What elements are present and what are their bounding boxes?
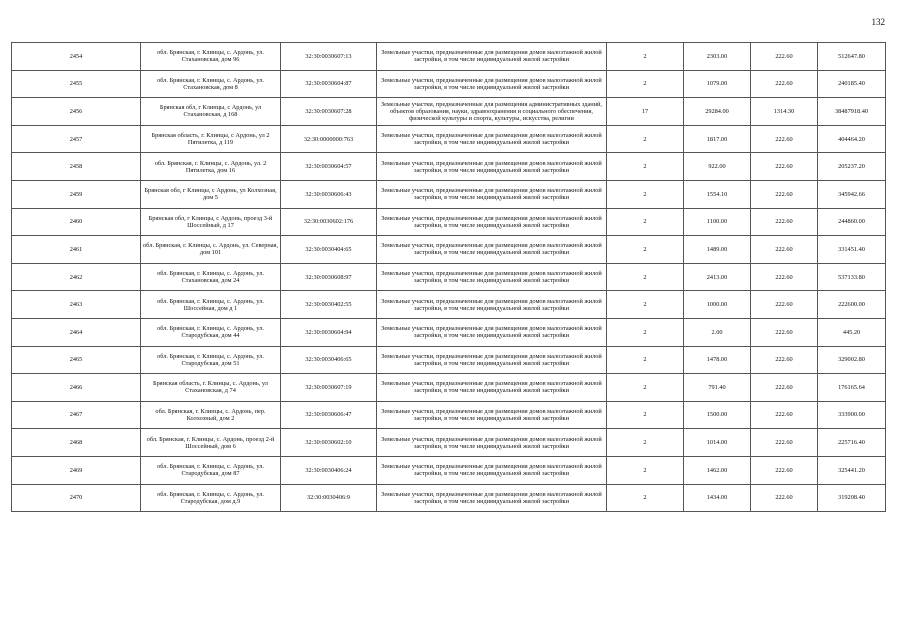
- table-row: [12, 456, 886, 484]
- area-cell: 1079.00: [684, 70, 751, 98]
- area-cell: 791.40: [684, 374, 751, 402]
- area-cell: 2413.00: [684, 263, 751, 291]
- cadastral-number-cell: 32:30:0030607:13: [281, 43, 377, 71]
- area-cell: 1554.10: [684, 180, 751, 208]
- area-cell: 29284.00: [684, 98, 751, 126]
- table-row: [12, 208, 886, 236]
- specific-value-cell: 222.60: [751, 401, 818, 429]
- land-use-cell: Земельные участки, предназначенные для размещения домов малоэтажной жилой застройки, в том числе индивидуальной жилой застройки: [377, 346, 607, 374]
- specific-value-cell: 222.60: [751, 236, 818, 264]
- use-group-code-cell: 2: [607, 236, 684, 264]
- cadastral-value-cell: 329002.80: [818, 346, 886, 374]
- cadastral-number-cell: 32:30:0030606:47: [281, 401, 377, 429]
- cadastral-number-cell: 32:30:0030608:97: [281, 263, 377, 291]
- cadastral-value-cell: 331451.40: [818, 236, 886, 264]
- area-cell: 1434.00: [684, 484, 751, 512]
- cadastral-value-cell: 512647.80: [818, 43, 886, 71]
- cadastral-number-cell: 32:30:0030406:9: [281, 484, 377, 512]
- cadastral-number-cell: 32:30:0030607:28: [281, 98, 377, 126]
- table-row: [12, 346, 886, 374]
- cadastral-value-cell: 345942.66: [818, 180, 886, 208]
- cadastral-value-cell: 537133.80: [818, 263, 886, 291]
- cadastral-value-cell: 222600.00: [818, 291, 886, 319]
- use-group-code-cell: 2: [607, 401, 684, 429]
- land-use-cell: Земельные участки, предназначенные для размещения домов малоэтажной жилой застройки, в том числе индивидуальной жилой застройки: [377, 456, 607, 484]
- area-cell: 1817.00: [684, 125, 751, 153]
- use-group-code-cell: 2: [607, 318, 684, 346]
- specific-value-cell: 222.60: [751, 180, 818, 208]
- row-number-cell: 2457: [12, 125, 141, 153]
- specific-value-cell: 222.60: [751, 70, 818, 98]
- area-cell: 922.00: [684, 153, 751, 181]
- use-group-code-cell: 2: [607, 208, 684, 236]
- address-cell: обл. Брянская, г. Клинцы, с. Ардонь, ул. Северная, дом 101: [141, 236, 281, 264]
- specific-value-cell: 222.60: [751, 484, 818, 512]
- cadastral-value-cell: 333900.00: [818, 401, 886, 429]
- use-group-code-cell: 2: [607, 125, 684, 153]
- address-cell: обл. Брянская, г. Клинцы, с. Ардонь, ул. Стародубская, дом 87: [141, 456, 281, 484]
- row-number-cell: 2465: [12, 346, 141, 374]
- land-use-cell: Земельные участки, предназначенные для размещения домов малоэтажной жилой застройки, в том числе индивидуальной жилой застройки: [377, 70, 607, 98]
- table-row: [12, 180, 886, 208]
- land-use-cell: Земельные участки, предназначенные для размещения домов малоэтажной жилой застройки, в том числе индивидуальной жилой застройки: [377, 43, 607, 71]
- use-group-code-cell: 2: [607, 374, 684, 402]
- use-group-code-cell: 2: [607, 346, 684, 374]
- cadastral-value-cell: 176165.64: [818, 374, 886, 402]
- area-cell: 2.00: [684, 318, 751, 346]
- table-row: [12, 484, 886, 512]
- cadastral-value-cell: 205237.20: [818, 153, 886, 181]
- address-cell: Брянская обл, г Клинцы, с Ардонь, ул Колхозная, дом 5: [141, 180, 281, 208]
- cadastral-number-cell: 32:30:0030404:65: [281, 236, 377, 264]
- specific-value-cell: 222.60: [751, 291, 818, 319]
- row-number-cell: 2460: [12, 208, 141, 236]
- land-use-cell: Земельные участки, предназначенные для размещения домов малоэтажной жилой застройки, в том числе индивидуальной жилой застройки: [377, 263, 607, 291]
- row-number-cell: 2458: [12, 153, 141, 181]
- use-group-code-cell: 2: [607, 429, 684, 457]
- address-cell: обл. Брянская, г. Клинцы, с. Ардонь, ул. Стахановская, дом 24: [141, 263, 281, 291]
- cadastral-value-cell: 225716.40: [818, 429, 886, 457]
- address-cell: обл. Брянская, г. Клинцы, с. Ардонь, пер. Колхозный, дом 2: [141, 401, 281, 429]
- address-cell: обл. Брянская, г. Клинцы, с. Ардонь, проезд 2-й Шоссейный, дом 6: [141, 429, 281, 457]
- use-group-code-cell: 17: [607, 98, 684, 126]
- table-row: [12, 429, 886, 457]
- specific-value-cell: 222.60: [751, 456, 818, 484]
- specific-value-cell: 222.60: [751, 125, 818, 153]
- page-number: 132: [871, 17, 885, 27]
- specific-value-cell: 222.60: [751, 153, 818, 181]
- address-cell: обл. Брянская, г. Клинцы, с. Ардонь, ул. Стародубская, дом 51: [141, 346, 281, 374]
- specific-value-cell: 222.60: [751, 43, 818, 71]
- specific-value-cell: 222.60: [751, 208, 818, 236]
- address-cell: обл. Брянская, г. Клинцы, с. Ардонь, ул. Стародубская, дом д.9: [141, 484, 281, 512]
- area-cell: 1489.00: [684, 236, 751, 264]
- use-group-code-cell: 2: [607, 263, 684, 291]
- table-row: [12, 318, 886, 346]
- area-cell: 1014.00: [684, 429, 751, 457]
- land-use-cell: Земельные участки, предназначенные для размещения домов малоэтажной жилой застройки, в том числе индивидуальной жилой застройки: [377, 374, 607, 402]
- use-group-code-cell: 2: [607, 484, 684, 512]
- cadastral-value-cell: 319208.40: [818, 484, 886, 512]
- address-cell: обл. Брянская, г. Клинцы, с. Ардонь, ул. Стахановская, дом 96: [141, 43, 281, 71]
- table-row: [12, 98, 886, 126]
- cadastral-number-cell: 32:30:0030602:176: [281, 208, 377, 236]
- address-cell: обл. Брянская, г. Клинцы, с. Ардонь, ул. 2 Пятилетка, дом 16: [141, 153, 281, 181]
- address-cell: обл. Брянская, г. Клинцы, с. Ардонь, ул. Стародубская, дом 44: [141, 318, 281, 346]
- land-use-cell: Земельные участки, предназначенные для размещения административных зданий, объектов образования, науки, здравоохранения и социального обеспечения, физической культуры и спорта, культуры, искусства, религии: [377, 98, 607, 126]
- cadastral-value-cell: 240185.40: [818, 70, 886, 98]
- land-use-cell: Земельные участки, предназначенные для размещения домов малоэтажной жилой застройки, в том числе индивидуальной жилой застройки: [377, 125, 607, 153]
- row-number-cell: 2454: [12, 43, 141, 71]
- row-number-cell: 2467: [12, 401, 141, 429]
- table-row: [12, 43, 886, 71]
- area-cell: 2303.00: [684, 43, 751, 71]
- table-row: [12, 125, 886, 153]
- specific-value-cell: 222.60: [751, 346, 818, 374]
- area-cell: 1462.00: [684, 456, 751, 484]
- area-cell: 1000.00: [684, 291, 751, 319]
- cadastral-number-cell: 32:30:0030602:10: [281, 429, 377, 457]
- use-group-code-cell: 2: [607, 456, 684, 484]
- area-cell: 1100.00: [684, 208, 751, 236]
- table-body: [12, 43, 886, 512]
- specific-value-cell: 222.60: [751, 318, 818, 346]
- specific-value-cell: 222.60: [751, 263, 818, 291]
- address-cell: обл. Брянская, г. Клинцы, с. Ардонь, ул. Шоссейная, дом д 1: [141, 291, 281, 319]
- row-number-cell: 2456: [12, 98, 141, 126]
- land-use-cell: Земельные участки, предназначенные для размещения домов малоэтажной жилой застройки, в том числе индивидуальной жилой застройки: [377, 180, 607, 208]
- cadastral-value-cell: 325441.20: [818, 456, 886, 484]
- row-number-cell: 2455: [12, 70, 141, 98]
- use-group-code-cell: 2: [607, 180, 684, 208]
- address-cell: Брянская обл, г Клинцы, с Ардонь, ул Стахановская, д 168: [141, 98, 281, 126]
- area-cell: 1478.00: [684, 346, 751, 374]
- cadastral-number-cell: 32:30:0030604:94: [281, 318, 377, 346]
- address-cell: обл. Брянская, г. Клинцы, с. Ардонь, ул. Стахановская, дом 8: [141, 70, 281, 98]
- address-cell: Брянская обл, г Клинцы, с Ардонь, проезд 3-й Шоссейный, д 17: [141, 208, 281, 236]
- land-use-cell: Земельные участки, предназначенные для размещения домов малоэтажной жилой застройки, в том числе индивидуальной жилой застройки: [377, 429, 607, 457]
- row-number-cell: 2463: [12, 291, 141, 319]
- table-row: [12, 236, 886, 264]
- specific-value-cell: 222.60: [751, 429, 818, 457]
- row-number-cell: 2462: [12, 263, 141, 291]
- cadastral-value-table: [11, 42, 886, 512]
- land-use-cell: Земельные участки, предназначенные для размещения домов малоэтажной жилой застройки, в том числе индивидуальной жилой застройки: [377, 291, 607, 319]
- cadastral-number-cell: 32:30:0000000:763: [281, 125, 377, 153]
- specific-value-cell: 1314.30: [751, 98, 818, 126]
- table-row: [12, 374, 886, 402]
- row-number-cell: 2464: [12, 318, 141, 346]
- table-row: [12, 291, 886, 319]
- row-number-cell: 2459: [12, 180, 141, 208]
- cadastral-number-cell: 32:30:0030402:55: [281, 291, 377, 319]
- use-group-code-cell: 2: [607, 70, 684, 98]
- table-row: [12, 401, 886, 429]
- cadastral-number-cell: 32:30:0030606:43: [281, 180, 377, 208]
- use-group-code-cell: 2: [607, 291, 684, 319]
- table-row: [12, 153, 886, 181]
- row-number-cell: 2469: [12, 456, 141, 484]
- cadastral-value-cell: 404464.20: [818, 125, 886, 153]
- land-use-cell: Земельные участки, предназначенные для размещения домов малоэтажной жилой застройки, в том числе индивидуальной жилой застройки: [377, 236, 607, 264]
- land-use-cell: Земельные участки, предназначенные для размещения домов малоэтажной жилой застройки, в том числе индивидуальной жилой застройки: [377, 208, 607, 236]
- land-use-cell: Земельные участки, предназначенные для размещения домов малоэтажной жилой застройки, в том числе индивидуальной жилой застройки: [377, 401, 607, 429]
- cadastral-value-cell: 244860.00: [818, 208, 886, 236]
- row-number-cell: 2466: [12, 374, 141, 402]
- land-use-cell: Земельные участки, предназначенные для размещения домов малоэтажной жилой застройки, в том числе индивидуальной жилой застройки: [377, 318, 607, 346]
- row-number-cell: 2468: [12, 429, 141, 457]
- specific-value-cell: 222.60: [751, 374, 818, 402]
- cadastral-value-cell: 38487918.40: [818, 98, 886, 126]
- table-row: [12, 263, 886, 291]
- use-group-code-cell: 2: [607, 43, 684, 71]
- area-cell: 1500.00: [684, 401, 751, 429]
- cadastral-number-cell: 32:30:0030604:87: [281, 70, 377, 98]
- row-number-cell: 2461: [12, 236, 141, 264]
- cadastral-number-cell: 32:30:0030406:24: [281, 456, 377, 484]
- address-cell: Брянская область, г. Клинцы, с. Ардонь, ул Стахановская, д 74: [141, 374, 281, 402]
- cadastral-number-cell: 32:30:0030607:19: [281, 374, 377, 402]
- address-cell: Брянская область, г. Клинцы, с Ардонь, ул 2 Пятилетка, д 119: [141, 125, 281, 153]
- cadastral-value-cell: 445.20: [818, 318, 886, 346]
- land-use-cell: Земельные участки, предназначенные для размещения домов малоэтажной жилой застройки, в том числе индивидуальной жилой застройки: [377, 153, 607, 181]
- row-number-cell: 2470: [12, 484, 141, 512]
- land-use-cell: Земельные участки, предназначенные для размещения домов малоэтажной жилой застройки, в том числе индивидуальной жилой застройки: [377, 484, 607, 512]
- cadastral-number-cell: 32:30:0030604:57: [281, 153, 377, 181]
- use-group-code-cell: 2: [607, 153, 684, 181]
- cadastral-number-cell: 32:30:0030406:65: [281, 346, 377, 374]
- table-row: [12, 70, 886, 98]
